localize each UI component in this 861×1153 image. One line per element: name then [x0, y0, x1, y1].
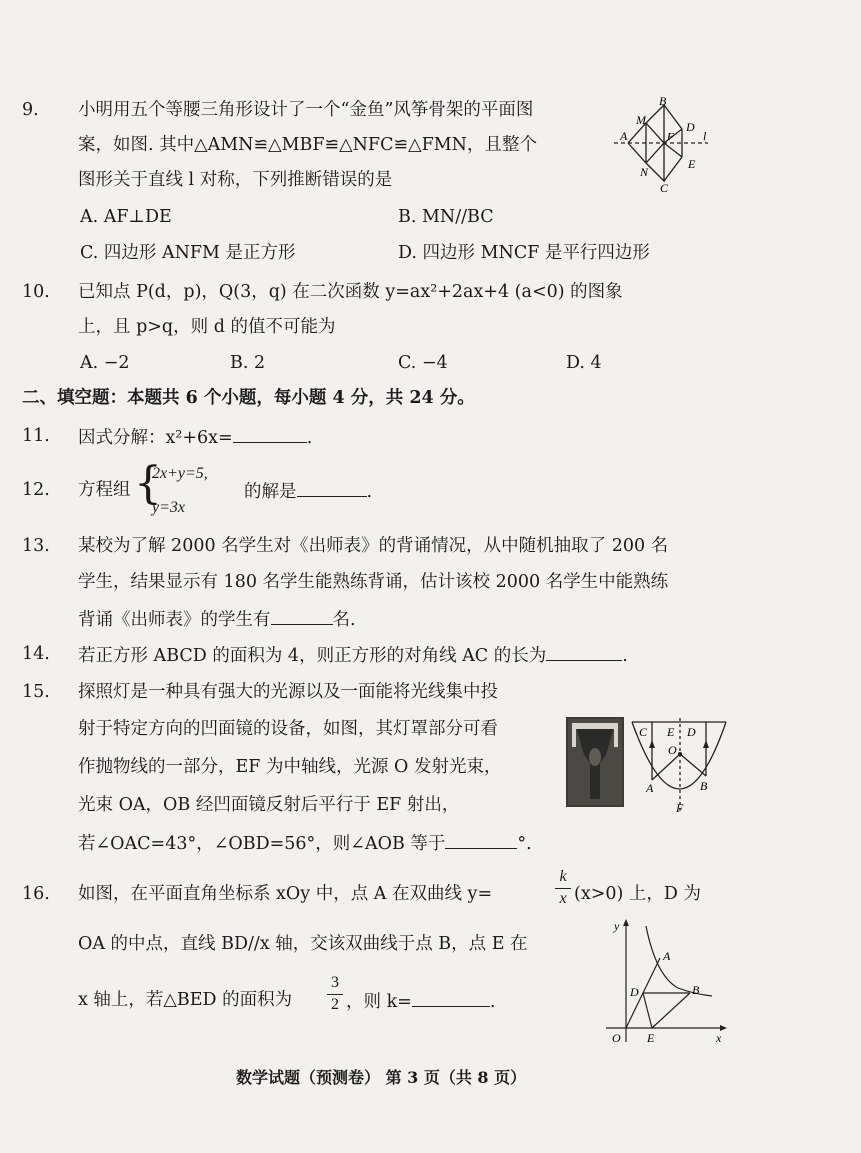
q16-line1-part2: (x>0) 上，D 为 — [574, 884, 701, 904]
fig16-label-a: A — [663, 949, 671, 963]
q12-label: 方程组 — [78, 480, 131, 500]
q10-number: 10. — [22, 282, 50, 302]
q16-answer-blank — [412, 988, 490, 1007]
q16-prompt: ，则 k= — [346, 992, 412, 1012]
q12-equation-1: 2x+y=5, — [152, 465, 208, 482]
searchlight-photo — [566, 717, 624, 807]
q10-option-d: D. 4 — [566, 353, 602, 373]
section-2-heading: 二、填空题：本题共 6 个小题，每小题 4 分，共 24 分。 — [22, 388, 475, 408]
q12-number: 12. — [22, 480, 50, 500]
q9-option-a: A. AF⊥DE — [80, 207, 172, 227]
q15-number: 15. — [22, 682, 50, 702]
q14-end: . — [622, 646, 628, 666]
fig15-label-c: C — [639, 725, 648, 739]
q16-number: 16. — [22, 884, 50, 904]
q16-end: . — [489, 992, 496, 1012]
fig9-label-b: B — [659, 96, 667, 108]
q16-line1-part1: 如图，在平面直角坐标系 xOy 中，点 A 在双曲线 y= — [78, 884, 493, 904]
fig16-label-y: y — [614, 919, 620, 933]
q16-line3-part2 — [346, 988, 495, 1014]
q13-answer-blank — [271, 606, 333, 625]
q14-text — [78, 642, 628, 668]
q12-text — [244, 478, 372, 504]
q12-brace: { — [134, 458, 162, 509]
q12-end: . — [366, 482, 373, 502]
q14-prompt: 若正方形 ABCD 的面积为 4，则正方形的对角线 AC 的长为 — [78, 646, 547, 666]
fig15-label-b: B — [700, 779, 708, 793]
fig15-label-a: A — [646, 781, 654, 795]
fig9-label-e: E — [688, 157, 696, 171]
fig9-label-m: M — [636, 113, 646, 127]
q15-line3: 作抛物线的一部分，EF 为中轴线，光源 O 发射光束， — [78, 757, 502, 777]
fig15-label-d: D — [687, 725, 696, 739]
q11-number: 11. — [22, 426, 50, 446]
fig9-label-d: D — [686, 120, 695, 134]
q16-fraction-denominator: x — [559, 890, 567, 907]
q13-number: 13. — [22, 536, 50, 556]
q12-equation-2: y=3x — [152, 499, 185, 516]
q13-line3 — [78, 606, 356, 632]
q13-line2: 学生，结果显示有 180 名学生能熟练背诵，估计该校 2000 名学生中能熟练 — [78, 572, 669, 592]
fig16-label-d: D — [630, 985, 639, 999]
fig16-label-o: O — [612, 1031, 621, 1045]
q16-area-denominator: 2 — [331, 996, 339, 1013]
q9-number: 9. — [22, 100, 39, 120]
q14-number: 14. — [22, 644, 50, 664]
q11-end: . — [306, 428, 313, 448]
q11-prompt: 因式分解：x²+6x= — [78, 428, 233, 448]
q15-line4: 光束 OA，OB 经凹面镜反射后平行于 EF 射出， — [78, 795, 460, 815]
q16-area-bar — [327, 994, 343, 995]
fig9-label-f: F — [667, 131, 674, 143]
q15-prompt: 若∠OAC=43°，∠OBD=56°，则∠AOB 等于 — [78, 834, 446, 854]
fig16-label-e: E — [647, 1031, 655, 1045]
fig9-label-c: C — [660, 181, 669, 192]
q12-prompt: 的解是 — [244, 482, 297, 502]
q15-parabola-figure — [630, 716, 730, 816]
q16-line2: OA 的中点，直线 BD//x 轴，交该双曲线于点 B，点 E 在 — [78, 934, 528, 954]
q16-line3-part1: x 轴上，若△BED 的面积为 — [78, 990, 293, 1010]
q16-fraction-numerator: k — [559, 868, 567, 885]
fig15-label-e: E — [667, 725, 675, 739]
q10-option-c: C. −4 — [398, 353, 448, 373]
fig15-label-f: F — [676, 801, 684, 815]
q13-line1: 某校为了解 2000 名学生对《出师表》的背诵情况，从中随机抽取了 200 名 — [78, 536, 669, 556]
q9-kite-figure — [612, 96, 712, 192]
q10-option-a: A. −2 — [80, 353, 130, 373]
q9-option-d: D. 四边形 MNCF 是平行四边形 — [398, 243, 650, 263]
fig15-label-o: O — [668, 743, 677, 757]
q16-fraction-bar — [555, 888, 571, 889]
q11-answer-blank — [233, 424, 307, 443]
q10-line1: 已知点 P(d，p)，Q(3，q) 在二次函数 y=ax²+2ax+4 (a<0) 的图象 — [78, 282, 623, 302]
q15-line2: 射于特定方向的凹面镜的设备，如图，其灯罩部分可看 — [78, 719, 498, 739]
q9-line3: 图形关于直线 l 对称，下列推断错误的是 — [78, 170, 393, 190]
fig16-label-x: x — [716, 1031, 722, 1045]
q9-line1: 小明用五个等腰三角形设计了一个“金鱼”风筝骨架的平面图 — [78, 100, 534, 120]
q10-option-b: B. 2 — [230, 353, 266, 373]
q11-text — [78, 424, 312, 450]
q15-line1: 探照灯是一种具有强大的光源以及一面能将光线集中投 — [78, 682, 498, 702]
q14-answer-blank — [546, 642, 622, 661]
q15-line5 — [78, 830, 532, 856]
searchlight-silhouette — [566, 717, 624, 807]
q9-line2: 案，如图. 其中△AMN≌△MBF≌△NFC≌△FMN，且整个 — [78, 135, 537, 155]
q16-area-numerator: 3 — [331, 974, 339, 991]
q16-hyperbola-figure — [602, 918, 728, 1046]
fig9-label-n: N — [640, 165, 649, 179]
q13-end: 名. — [332, 610, 356, 630]
q12-answer-blank — [297, 478, 367, 497]
fig9-label-a: A — [620, 129, 628, 143]
page-footer: 数学试题（预测卷） 第 3 页（共 8 页） — [236, 1068, 527, 1087]
q9-option-b: B. MN//BC — [398, 207, 494, 227]
q15-end: °. — [517, 834, 532, 854]
fig9-label-l: l — [703, 129, 707, 143]
q9-option-c: C. 四边形 ANFM 是正方形 — [80, 243, 296, 263]
q10-line2: 上，且 p>q，则 d 的值不可能为 — [78, 317, 336, 337]
q15-answer-blank — [445, 830, 517, 849]
fig16-label-b: B — [692, 983, 700, 997]
q13-prompt: 背诵《出师表》的学生有 — [78, 610, 271, 630]
